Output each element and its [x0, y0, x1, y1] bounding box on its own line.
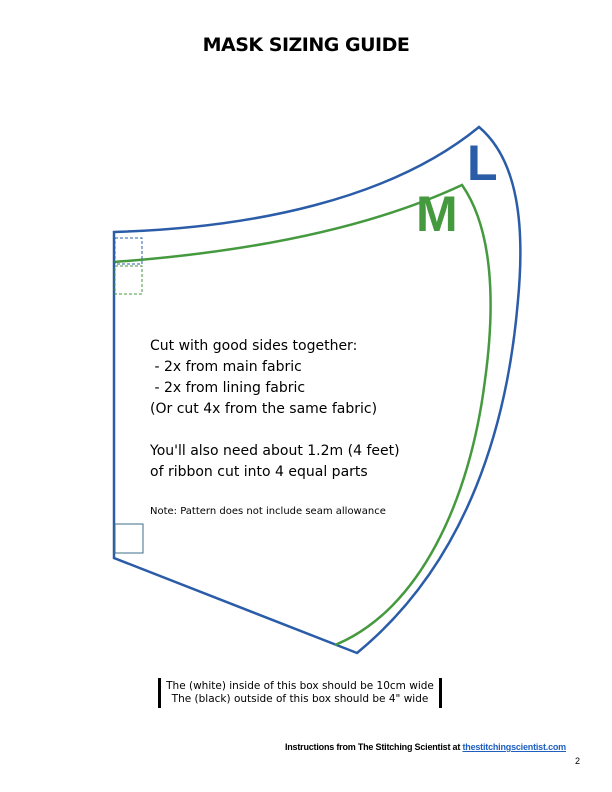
- footer-link[interactable]: thestitchingscientist.com: [462, 742, 566, 752]
- seam-allowance-note: Note: Pattern does not include seam allowance: [150, 506, 386, 517]
- cutting-instructions: [150, 336, 400, 483]
- seam-reference-box: [115, 524, 143, 553]
- instruction-line: of ribbon cut into 4 equal parts: [150, 464, 368, 480]
- page-title: MASK SIZING GUIDE: [202, 34, 410, 56]
- page-number: 2: [574, 756, 580, 766]
- scale-box-line-1: The (white) inside of this box should be 10cm wide: [166, 680, 434, 692]
- instruction-line: You'll also need about 1.2m (4 feet): [150, 443, 400, 459]
- instruction-line: Cut with good sides together:: [150, 338, 358, 354]
- instruction-line: - 2x from lining fabric: [150, 380, 306, 396]
- footer-prefix: Instructions from The Stitching Scientist at: [284, 742, 463, 752]
- print-scale-box: [158, 678, 442, 708]
- size-label-medium: M: [416, 186, 458, 242]
- medium-fold-box: [115, 266, 142, 294]
- size-label-large: L: [467, 135, 498, 191]
- instruction-line: - 2x from main fabric: [150, 359, 302, 375]
- instruction-line: (Or cut 4x from the same fabric): [150, 401, 378, 417]
- footer-credit: [285, 742, 566, 752]
- scale-box-line-2: The (black) outside of this box should be 4" wide: [171, 693, 429, 705]
